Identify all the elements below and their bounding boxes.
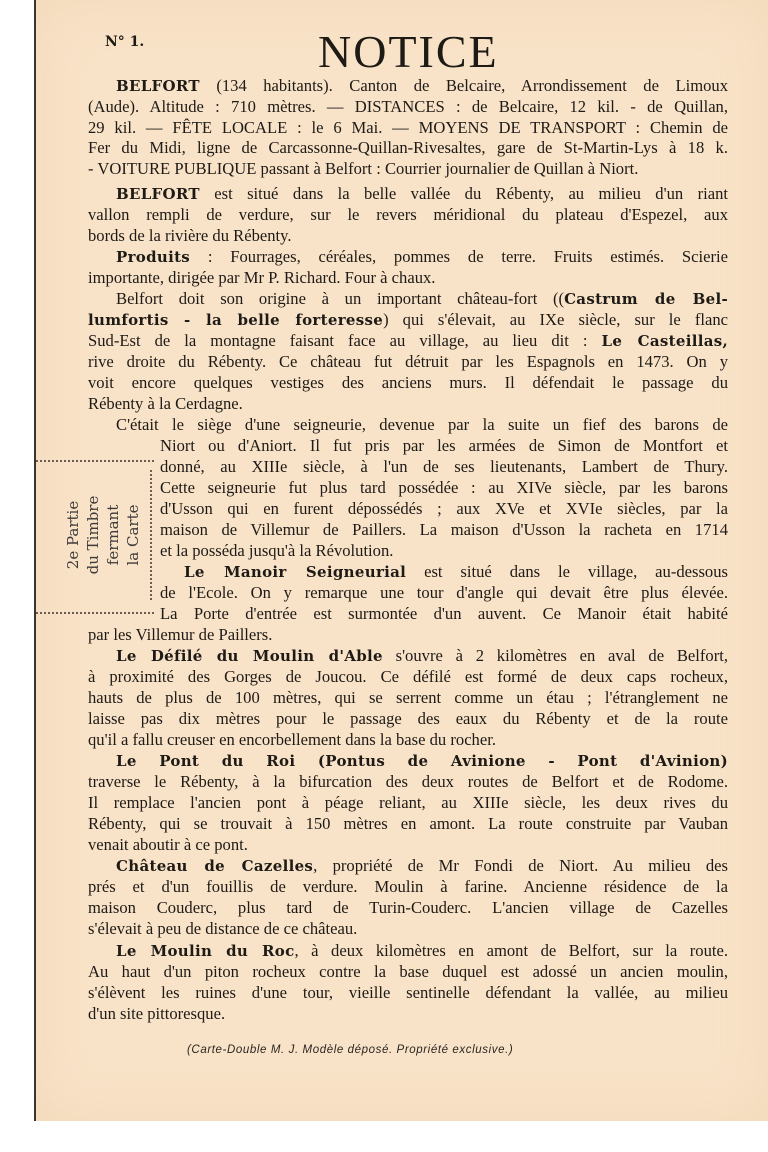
text-line xyxy=(160,519,728,540)
text-line xyxy=(88,792,728,813)
text-line xyxy=(88,330,728,351)
text-line xyxy=(88,834,728,855)
line-text: maison Couderc, plus tard de Turin-Couderc. L'ancien village de Cazelles xyxy=(88,898,728,917)
line-text: ) qui s'élevait, au IXe siècle, sur le flanc xyxy=(383,310,728,329)
line-text: 29 kil. — FÊTE LOCALE : le 6 Mai. — MOYENS DE TRANSPORT : Chemin de xyxy=(88,118,728,137)
line-text: , propriété de Mr Fondi de Niort. Au milieu des xyxy=(313,856,728,875)
text-line xyxy=(184,561,728,582)
line-text: Au haut d'un piton rocheux contre la base duquel est adossé un ancien moulin, xyxy=(88,962,728,981)
text-line xyxy=(160,582,728,603)
text-line xyxy=(88,918,728,939)
line-text: maison de Villemur de Paillers. La maison d'Usson la racheta en 1714 xyxy=(160,520,728,539)
line-text: par les Villemur de Paillers. xyxy=(88,625,273,644)
stamp-line: fermant xyxy=(104,504,122,566)
line-text: Niort ou d'Aniort. Il fut pris par les armées de Simon de Montfort et xyxy=(160,436,728,455)
copyright-footer: (Carte-Double M. J. Modèle déposé. Propriété exclusive.) xyxy=(187,1044,514,1056)
text-line xyxy=(88,137,728,158)
line-text: rive droite du Rébenty. Ce château fut détruit par les Espagnols en 1473. On y xyxy=(88,352,728,371)
line-heading: Castrum de Bel- xyxy=(564,290,728,308)
text-line xyxy=(88,393,728,414)
line-heading: Produits xyxy=(116,248,191,266)
text-line xyxy=(116,940,728,961)
text-line xyxy=(116,288,728,309)
text-line xyxy=(88,351,728,372)
card-number: N° 1. xyxy=(105,34,145,50)
line-text: est situé dans la belle vallée du Rébenty, au milieu d'un riant xyxy=(199,184,728,203)
line-heading: Le Défilé du Moulin d'Able xyxy=(116,647,383,665)
line-text: Il remplace l'ancien pont à péage reliant, au XIIIe siècle, les deux rives du xyxy=(88,793,728,812)
text-line xyxy=(88,982,728,1003)
text-line xyxy=(116,75,728,96)
text-line xyxy=(160,603,728,624)
line-text: C'était le siège d'une seigneurie, devenue par la suite un fief des barons de xyxy=(116,415,728,434)
line-text: : Fourrages, céréales, pommes de terre. Fruits estimés. Scierie xyxy=(190,247,728,266)
line-text: hauts de plus de 100 mètres, qui se serrent comme un étau ; l'étranglement ne xyxy=(88,688,728,707)
line-text: Rébenty à la Cerdagne. xyxy=(88,394,243,413)
page-title: NOTICE xyxy=(318,26,499,77)
text-line xyxy=(116,246,728,267)
line-text: Rébenty, qui se trouvait à 150 mètres en amont. La route construite par Vauban xyxy=(88,814,728,833)
stamp-area xyxy=(58,475,148,595)
line-text: s'élèvent les ruines d'une tour, vieille sentinelle défendant la vallée, au milieu xyxy=(88,983,728,1002)
stamp-area-top-divider xyxy=(36,460,154,462)
text-line xyxy=(88,813,728,834)
line-text: (134 habitants). Canton de Belcaire, Arrondissement de Limoux xyxy=(199,76,728,95)
line-text: donné, au XIIIe siècle, à l'un de ses lieutenants, Lambert de Thury. xyxy=(160,457,728,476)
text-line xyxy=(88,897,728,918)
line-text: Belfort doit son origine à un important château-fort (( xyxy=(116,289,565,308)
text-line xyxy=(88,309,728,330)
line-text: traverse le Rébenty, à la bifurcation des deux routes de Belfort et de Rodome. xyxy=(88,772,728,791)
line-heading: lumfortis - la belle forteresse xyxy=(88,311,384,329)
line-text: , à deux kilomètres en amont de Belfort, sur la route. xyxy=(294,941,728,960)
line-text: et la posséda jusqu'à la Révolution. xyxy=(160,541,394,560)
line-text: Cette seigneurie fut plus tard possédée : au XIVe siècle, par les barons xyxy=(160,478,728,497)
text-line xyxy=(116,855,728,876)
line-text: venait aboutir à ce pont. xyxy=(88,835,248,854)
line-heading: Le Manoir Seigneurial xyxy=(184,563,407,581)
text-line xyxy=(160,498,728,519)
text-line xyxy=(116,750,728,771)
text-line xyxy=(88,666,728,687)
line-text: (Aude). Altitude : 710 mètres. — DISTANCES : de Belcaire, 12 kil. - de Quillan, xyxy=(88,97,728,116)
stamp-line: du Timbre xyxy=(84,495,102,575)
stamp-line: la Carte xyxy=(124,504,142,566)
text-line xyxy=(88,225,728,246)
line-text: d'un site pittoresque. xyxy=(88,1004,226,1023)
line-heading: Château de Cazelles xyxy=(116,857,314,875)
line-text: est situé dans le village, au-dessous xyxy=(406,562,728,581)
text-line xyxy=(88,372,728,393)
line-text: vallon rempli de verdure, sur le revers méridional du plateau d'Espezel, aux xyxy=(88,205,728,224)
line-text: de l'Ecole. On y remarque une tour d'angle qui devait être plus élevée. xyxy=(160,583,728,602)
text-line xyxy=(88,708,728,729)
text-line xyxy=(88,204,728,225)
line-heading: BELFORT xyxy=(116,185,200,203)
line-text: La Porte d'entrée est surmontée d'un auvent. Ce Manoir était habité xyxy=(160,604,728,623)
text-line xyxy=(116,645,728,666)
line-text: - VOITURE PUBLIQUE passant à Belfort : Courrier journalier de Quillan à Niort. xyxy=(88,159,639,178)
line-text: Fer du Midi, ligne de Carcassonne-Quillan-Rivesaltes, gare de St-Martin-Lys à 18 k. xyxy=(88,138,728,157)
line-text: importante, dirigée par Mr P. Richard. Four à chaux. xyxy=(88,268,436,287)
text-line xyxy=(88,687,728,708)
line-text: qu'il a fallu creuser en encorbellement dans la base du rocher. xyxy=(88,730,496,749)
line-text: voit encore quelques vestiges des anciens murs. Il défendait le passage du xyxy=(88,373,728,392)
text-line xyxy=(88,961,728,982)
line-heading: Le Moulin du Roc xyxy=(116,942,295,960)
text-line xyxy=(160,456,728,477)
text-line xyxy=(88,96,728,117)
text-line xyxy=(88,729,728,750)
line-heading: Le Pont du Roi (Pontus de Avinione - Pont d'Avinion) xyxy=(116,752,728,770)
stamp-area-right-divider xyxy=(150,470,152,600)
text-line xyxy=(160,540,728,561)
text-line xyxy=(88,1003,728,1024)
text-line xyxy=(88,158,728,179)
stamp-line: 2e Partie xyxy=(64,500,82,570)
line-text: bords de la rivière du Rébenty. xyxy=(88,226,292,245)
text-line xyxy=(116,183,728,204)
text-line xyxy=(88,267,728,288)
text-line xyxy=(88,771,728,792)
line-text: prés et d'un fouillis de verdure. Moulin à farine. Ancienne résidence de la xyxy=(88,877,728,896)
line-heading: BELFORT xyxy=(116,77,200,95)
line-text: à proximité des Gorges de Joucou. Ce défilé est formé de deux caps rocheux, xyxy=(88,667,728,686)
text-line xyxy=(160,477,728,498)
line-text: s'élevait à peu de distance de ce château. xyxy=(88,919,358,938)
text-line xyxy=(88,117,728,138)
text-line xyxy=(116,414,728,435)
stamp-area-bottom-divider xyxy=(36,612,154,614)
text-line xyxy=(88,624,728,645)
line-text: laisse pas dix mètres pour le passage des eaux du Rébenty et de la route xyxy=(88,709,728,728)
text-line xyxy=(160,435,728,456)
text-line xyxy=(88,876,728,897)
stamp-area-label xyxy=(63,496,143,575)
line-text: s'ouvre à 2 kilomètres en aval de Belfort, xyxy=(382,646,728,665)
line-text: d'Usson qui en furent dépossédés ; aux XVe et XVIe siècles, par la xyxy=(160,499,728,518)
line-heading: Le Casteillas, xyxy=(601,332,728,350)
line-text: Sud-Est de la montagne faisant face au village, au lieu dit : xyxy=(88,331,602,350)
